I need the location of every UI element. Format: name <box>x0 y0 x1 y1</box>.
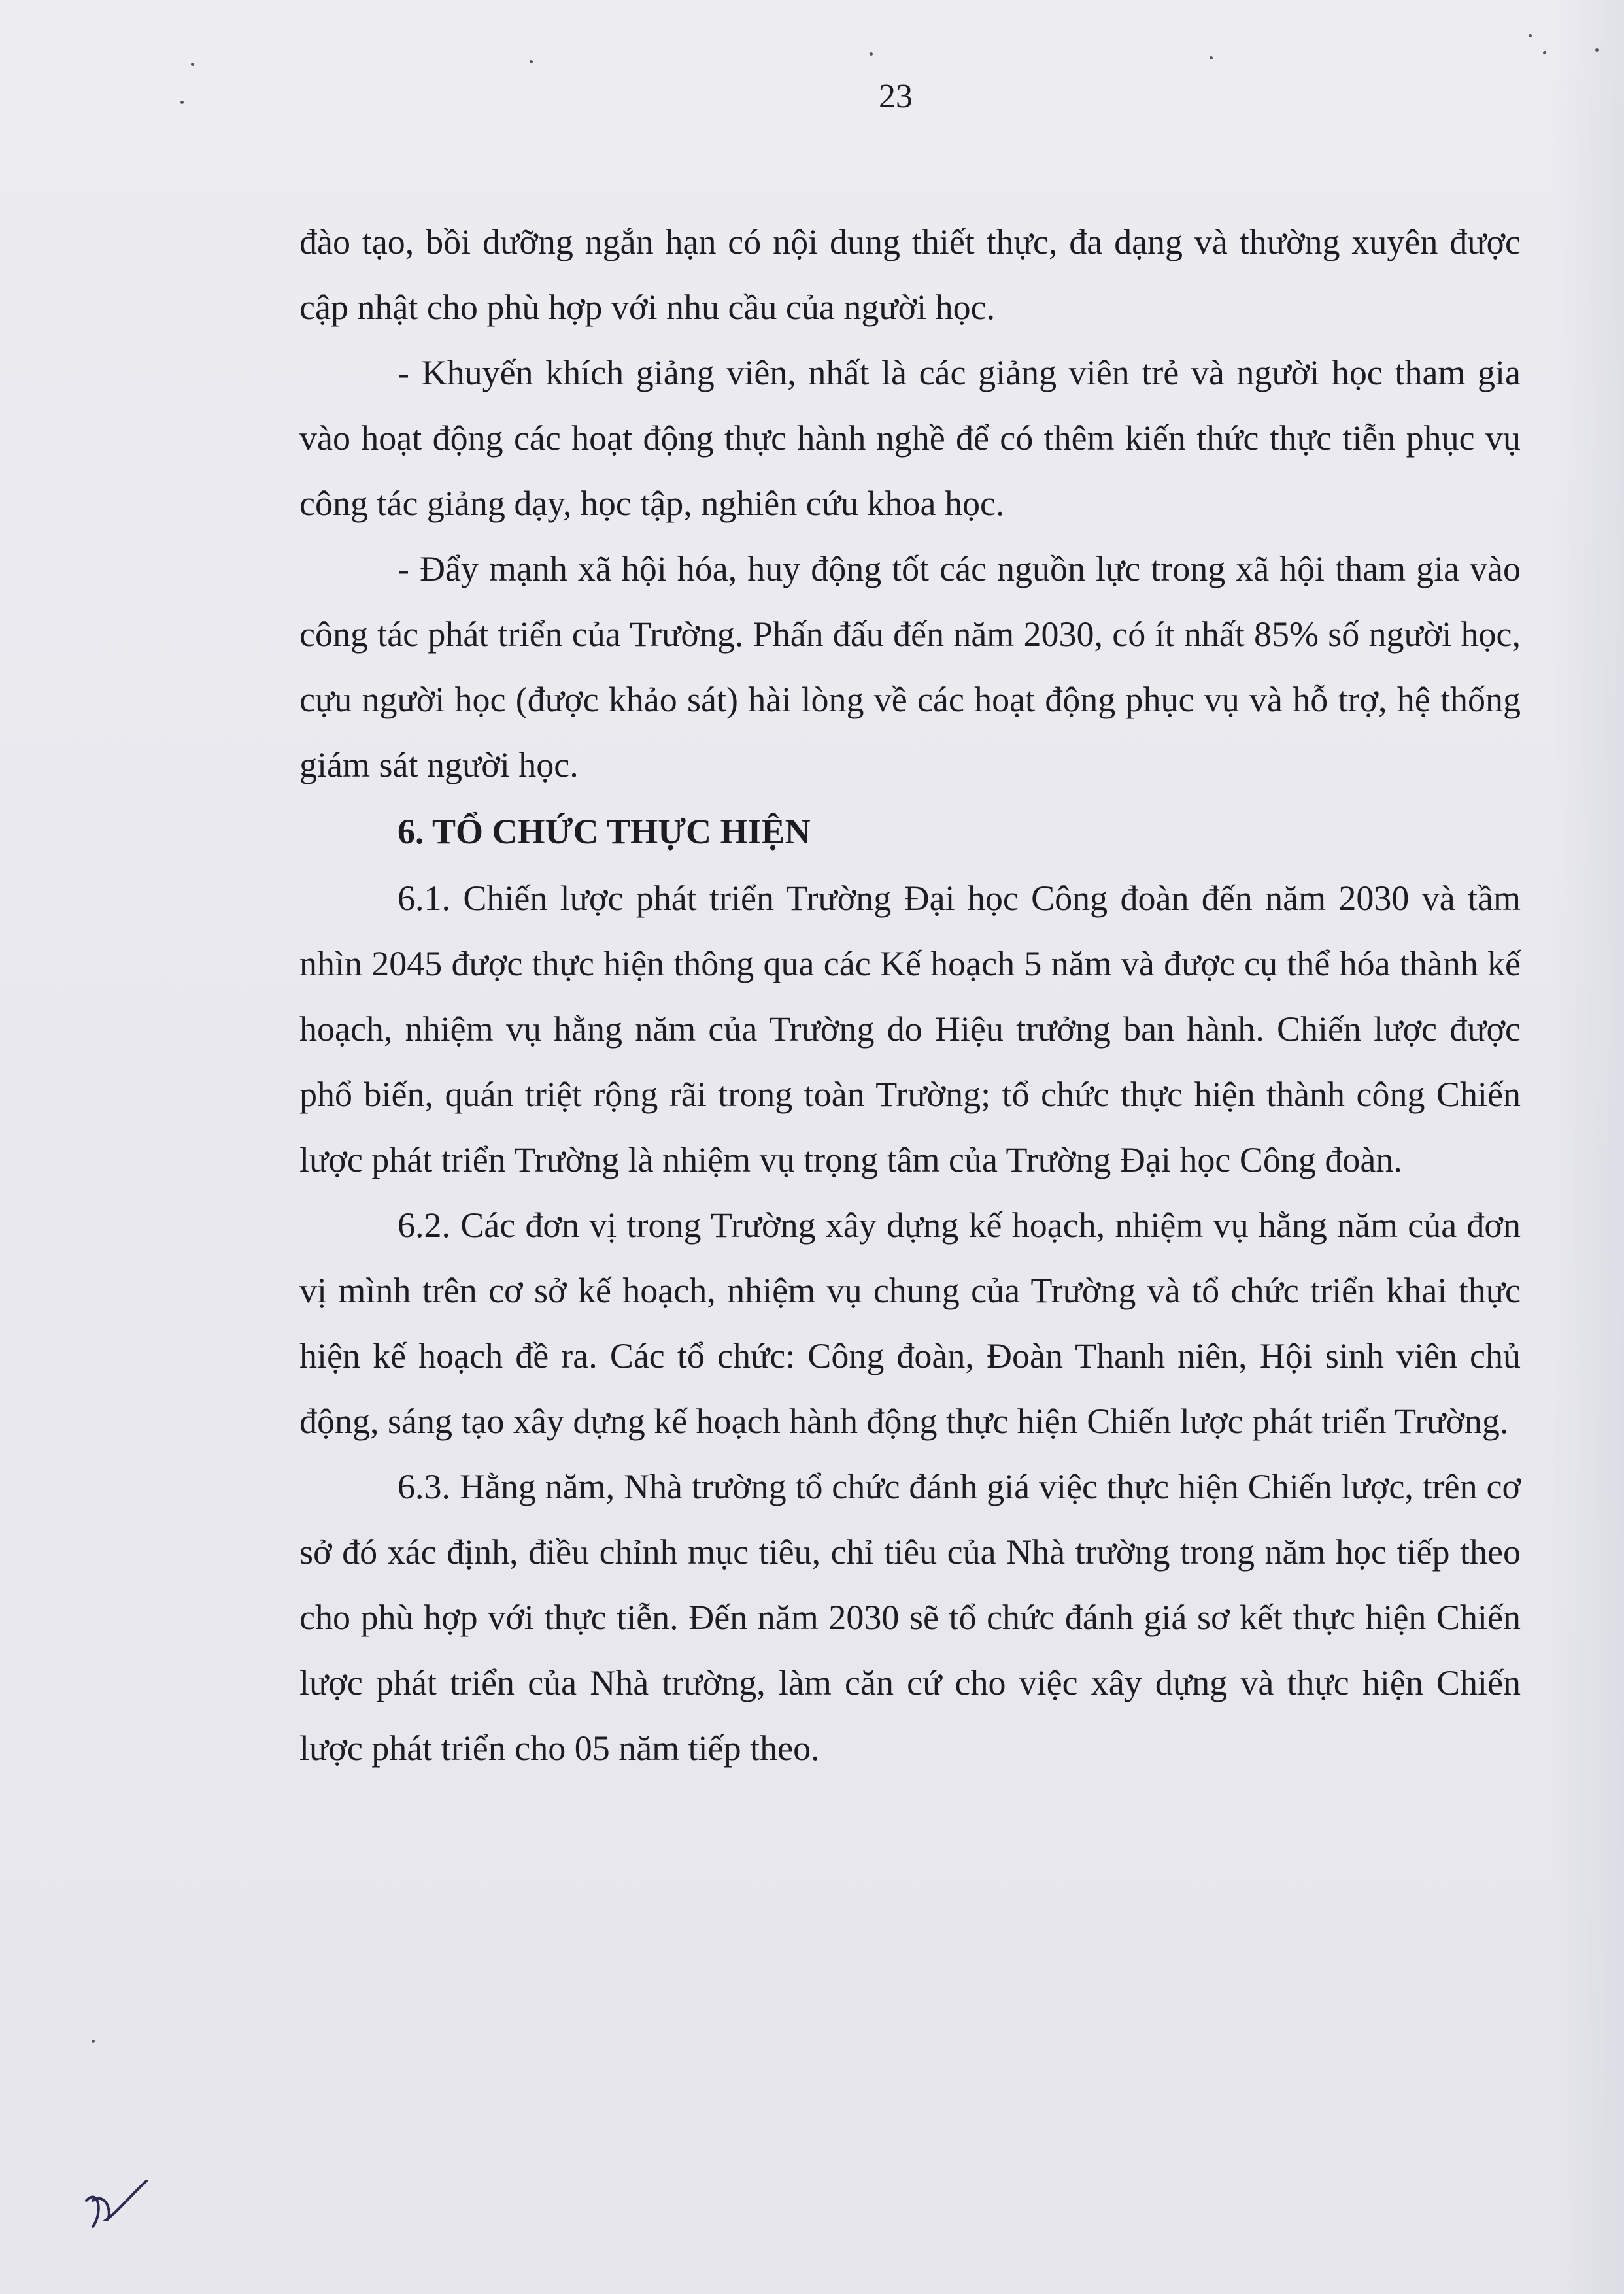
paragraph-6-3: 6.3. Hằng năm, Nhà trường tổ chức đánh giá việc thực hiện Chiến lược, trên cơ sở đó xác định, điều chỉnh mục tiêu, chỉ tiêu của Nhà trường trong năm học tiếp theo cho phù hợp với thực tiễn. Đến năm 2030 sẽ tổ chức đánh giá sơ kết thực hiện Chiến lược phát triển của Nhà trường, làm căn cứ cho việc xây dựng và thực hiện Chiến lược phát triển cho 05 năm tiếp theo. <box>299 1467 1521 1768</box>
scan-speck <box>1543 51 1546 54</box>
scan-speck <box>1595 48 1599 52</box>
scan-speck <box>191 63 194 66</box>
paragraph-6-1: 6.1. Chiến lược phát triển Trường Đại học Công đoàn đến năm 2030 và tầm nhìn 2045 được thực hiện thông qua các Kế hoạch 5 năm và được cụ thể hóa thành kế hoạch, nhiệm vụ hằng năm của Trường do Hiệu trưởng ban hành. Chiến lược được phổ biến, quán triệt rộng rãi trong toàn Trường; tổ chức thực hiện thành công Chiến lược phát triển Trường là nhiệm vụ trọng tâm của Trường Đại học Công đoàn. <box>299 879 1521 1179</box>
scan-speck <box>1210 56 1213 59</box>
scan-speck <box>870 52 873 56</box>
paragraph-bullet-lecturers: - Khuyến khích giảng viên, nhất là các giảng viên trẻ và người học tham gia vào hoạt động các hoạt động thực hành nghề để có thêm kiến thức thực tiễn phục vụ công tác giảng dạy, học tập, nghiên cứu khoa học. <box>299 353 1521 523</box>
page-number: 23 <box>879 78 913 115</box>
initials-signature <box>73 2174 152 2233</box>
paragraph-6-2: 6.2. Các đơn vị trong Trường xây dựng kế hoạch, nhiệm vụ hằng năm của đơn vị mình trên cơ sở kế hoạch, nhiệm vụ chung của Trường và tổ chức triển khai thực hiện kế hoạch đề ra. Các tổ chức: Công đoàn, Đoàn Thanh niên, Hội sinh viên chủ động, sáng tạo xây dựng kế hoạch hành động thực hiện Chiến lược phát triển Trường. <box>299 1206 1521 1441</box>
scan-speck <box>92 2040 95 2043</box>
section-heading: 6. TỔ CHỨC THỰC HIỆN <box>398 812 811 851</box>
scan-speck <box>1529 34 1532 37</box>
paragraph-bullet-socialization: - Đẩy mạnh xã hội hóa, huy động tốt các nguồn lực trong xã hội tham gia vào công tác phát triển của Trường. Phấn đấu đến năm 2030, có ít nhất 85% số người học, cựu người học (được khảo sát) hài lòng về các hoạt động phục vụ và hỗ trợ, hệ thống giám sát người học. <box>299 549 1521 784</box>
page-body <box>299 209 1521 1781</box>
paragraph-continuation: đào tạo, bồi dưỡng ngắn hạn có nội dung thiết thực, đa dạng và thường xuyên được cập nhật cho phù hợp với nhu cầu của người học. <box>299 222 1521 327</box>
scan-speck <box>530 60 533 63</box>
scan-edge-shadow <box>1552 0 1624 2294</box>
